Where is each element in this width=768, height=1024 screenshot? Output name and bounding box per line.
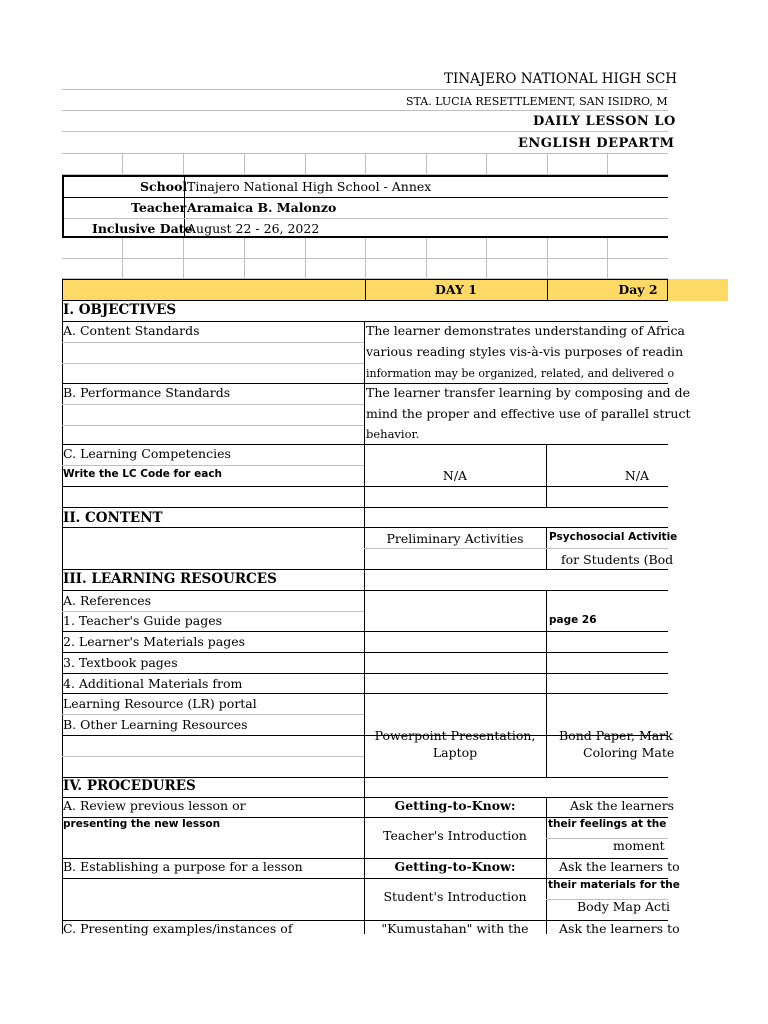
- school-name: TINAJERO NATIONAL HIGH SCH: [444, 71, 678, 87]
- lc-day2-value: N/A: [624, 468, 650, 483]
- purpose-day1-title: Getting-to-Know:: [394, 859, 516, 874]
- doc-title-row: [62, 111, 676, 132]
- content-day2-line-1: Psychosocial Activitie: [549, 531, 678, 543]
- highlight-extension: [668, 279, 728, 301]
- content-standards-label: A. Content Standards: [63, 323, 200, 338]
- info-block: [62, 175, 668, 238]
- objectives-heading: I. OBJECTIVES: [63, 302, 177, 318]
- content-heading: II. CONTENT: [63, 510, 163, 526]
- presenting-examples-label: C. Presenting examples/instances of: [63, 921, 293, 936]
- document-title: DAILY LESSON LO: [533, 114, 676, 129]
- learners-materials-label: 2. Learner's Materials pages: [63, 634, 246, 649]
- additional-materials-label-1: 4. Additional Materials from: [63, 676, 243, 691]
- presenting-day2: Ask the learners to: [559, 921, 680, 936]
- textbook-pages-label: 3. Textbook pages: [63, 655, 178, 670]
- content-day1: Preliminary Activities: [386, 531, 524, 546]
- inclusive-date-label: Inclusive Date: [92, 221, 193, 236]
- purpose-day2-line-3: Body Map Acti: [577, 899, 671, 914]
- lesson-table: [62, 301, 691, 936]
- performance-standards-line-1: The learner transfer learning by composing and de: [366, 385, 691, 400]
- content-standards-line-1: The learner demonstrates understanding of Africa: [366, 323, 685, 338]
- presenting-day1: "Kumustahan" with the: [381, 921, 529, 936]
- review-day2-line-2: their feelings at the: [548, 818, 667, 830]
- purpose-label: B. Establishing a purpose for a lesson: [63, 859, 303, 874]
- review-day2-line-3: moment: [613, 838, 665, 853]
- performance-standards-line-2: mind the proper and effective use of parallel struct: [366, 406, 691, 421]
- school-label: School: [140, 179, 188, 194]
- review-day1-text: Teacher's Introduction: [383, 828, 527, 843]
- references-label: A. References: [63, 593, 152, 608]
- day1-header: DAY 1: [435, 282, 477, 297]
- teachers-guide-day2: page 26: [549, 614, 597, 626]
- lc-day1-value: N/A: [442, 468, 468, 483]
- title-row: [62, 68, 678, 90]
- content-day2-line-2: for Students (Bod: [561, 552, 674, 567]
- other-resources-label: B. Other Learning Resources: [63, 717, 248, 732]
- review-label-1: A. Review previous lesson or: [63, 798, 246, 813]
- address-row: [62, 90, 668, 111]
- content-standards-line-3: information may be organized, related, and delivered o: [366, 367, 675, 380]
- performance-standards-label: B. Performance Standards: [63, 385, 231, 400]
- learning-competencies-label: C. Learning Competencies: [63, 446, 231, 461]
- department-title: ENGLISH DEPARTM: [518, 136, 675, 151]
- purpose-day2-line-2: their materials for the: [548, 879, 680, 891]
- other-resources-day1-line-1: Powerpoint Presentation,: [374, 728, 536, 743]
- teacher-label: Teacher: [131, 200, 187, 215]
- other-resources-day2-line-1: Bond Paper, Mark: [559, 728, 673, 743]
- blank-row: [62, 154, 668, 175]
- purpose-day2-line-1: Ask the learners to: [559, 859, 680, 874]
- review-label-2: presenting the new lesson: [63, 818, 221, 830]
- review-day2-line-1: Ask the learners: [570, 798, 675, 813]
- blank-row: [62, 259, 668, 279]
- content-standards-line-2: various reading styles vis-à-vis purposes of readin: [366, 344, 684, 359]
- review-day1-title: Getting-to-Know:: [394, 798, 516, 813]
- learning-resources-heading: III. LEARNING RESOURCES: [63, 571, 277, 587]
- teachers-guide-label: 1. Teacher's Guide pages: [63, 613, 223, 628]
- lc-code-label: Write the LC Code for each: [63, 468, 223, 480]
- day2-header: Day 2: [618, 282, 658, 297]
- blank-row: [62, 238, 668, 259]
- additional-materials-label-2: Learning Resource (LR) portal: [63, 696, 257, 711]
- day-header-row: [62, 279, 668, 301]
- other-resources-day1-line-2: Laptop: [432, 745, 478, 760]
- procedures-heading: IV. PROCEDURES: [63, 778, 196, 794]
- teacher-value: Aramaica B. Malonzo: [187, 200, 337, 215]
- performance-standards-line-3: behavior.: [366, 427, 420, 441]
- school-value: Tinajero National High School - Annex: [187, 179, 432, 194]
- purpose-day1-text: Student's Introduction: [383, 889, 527, 904]
- inclusive-date-value: August 22 - 26, 2022: [187, 221, 320, 236]
- other-resources-day2-line-2: Coloring Mate: [583, 745, 675, 760]
- school-address: STA. LUCIA RESETTLEMENT, SAN ISIDRO, M: [406, 95, 668, 108]
- department-row: [62, 132, 675, 154]
